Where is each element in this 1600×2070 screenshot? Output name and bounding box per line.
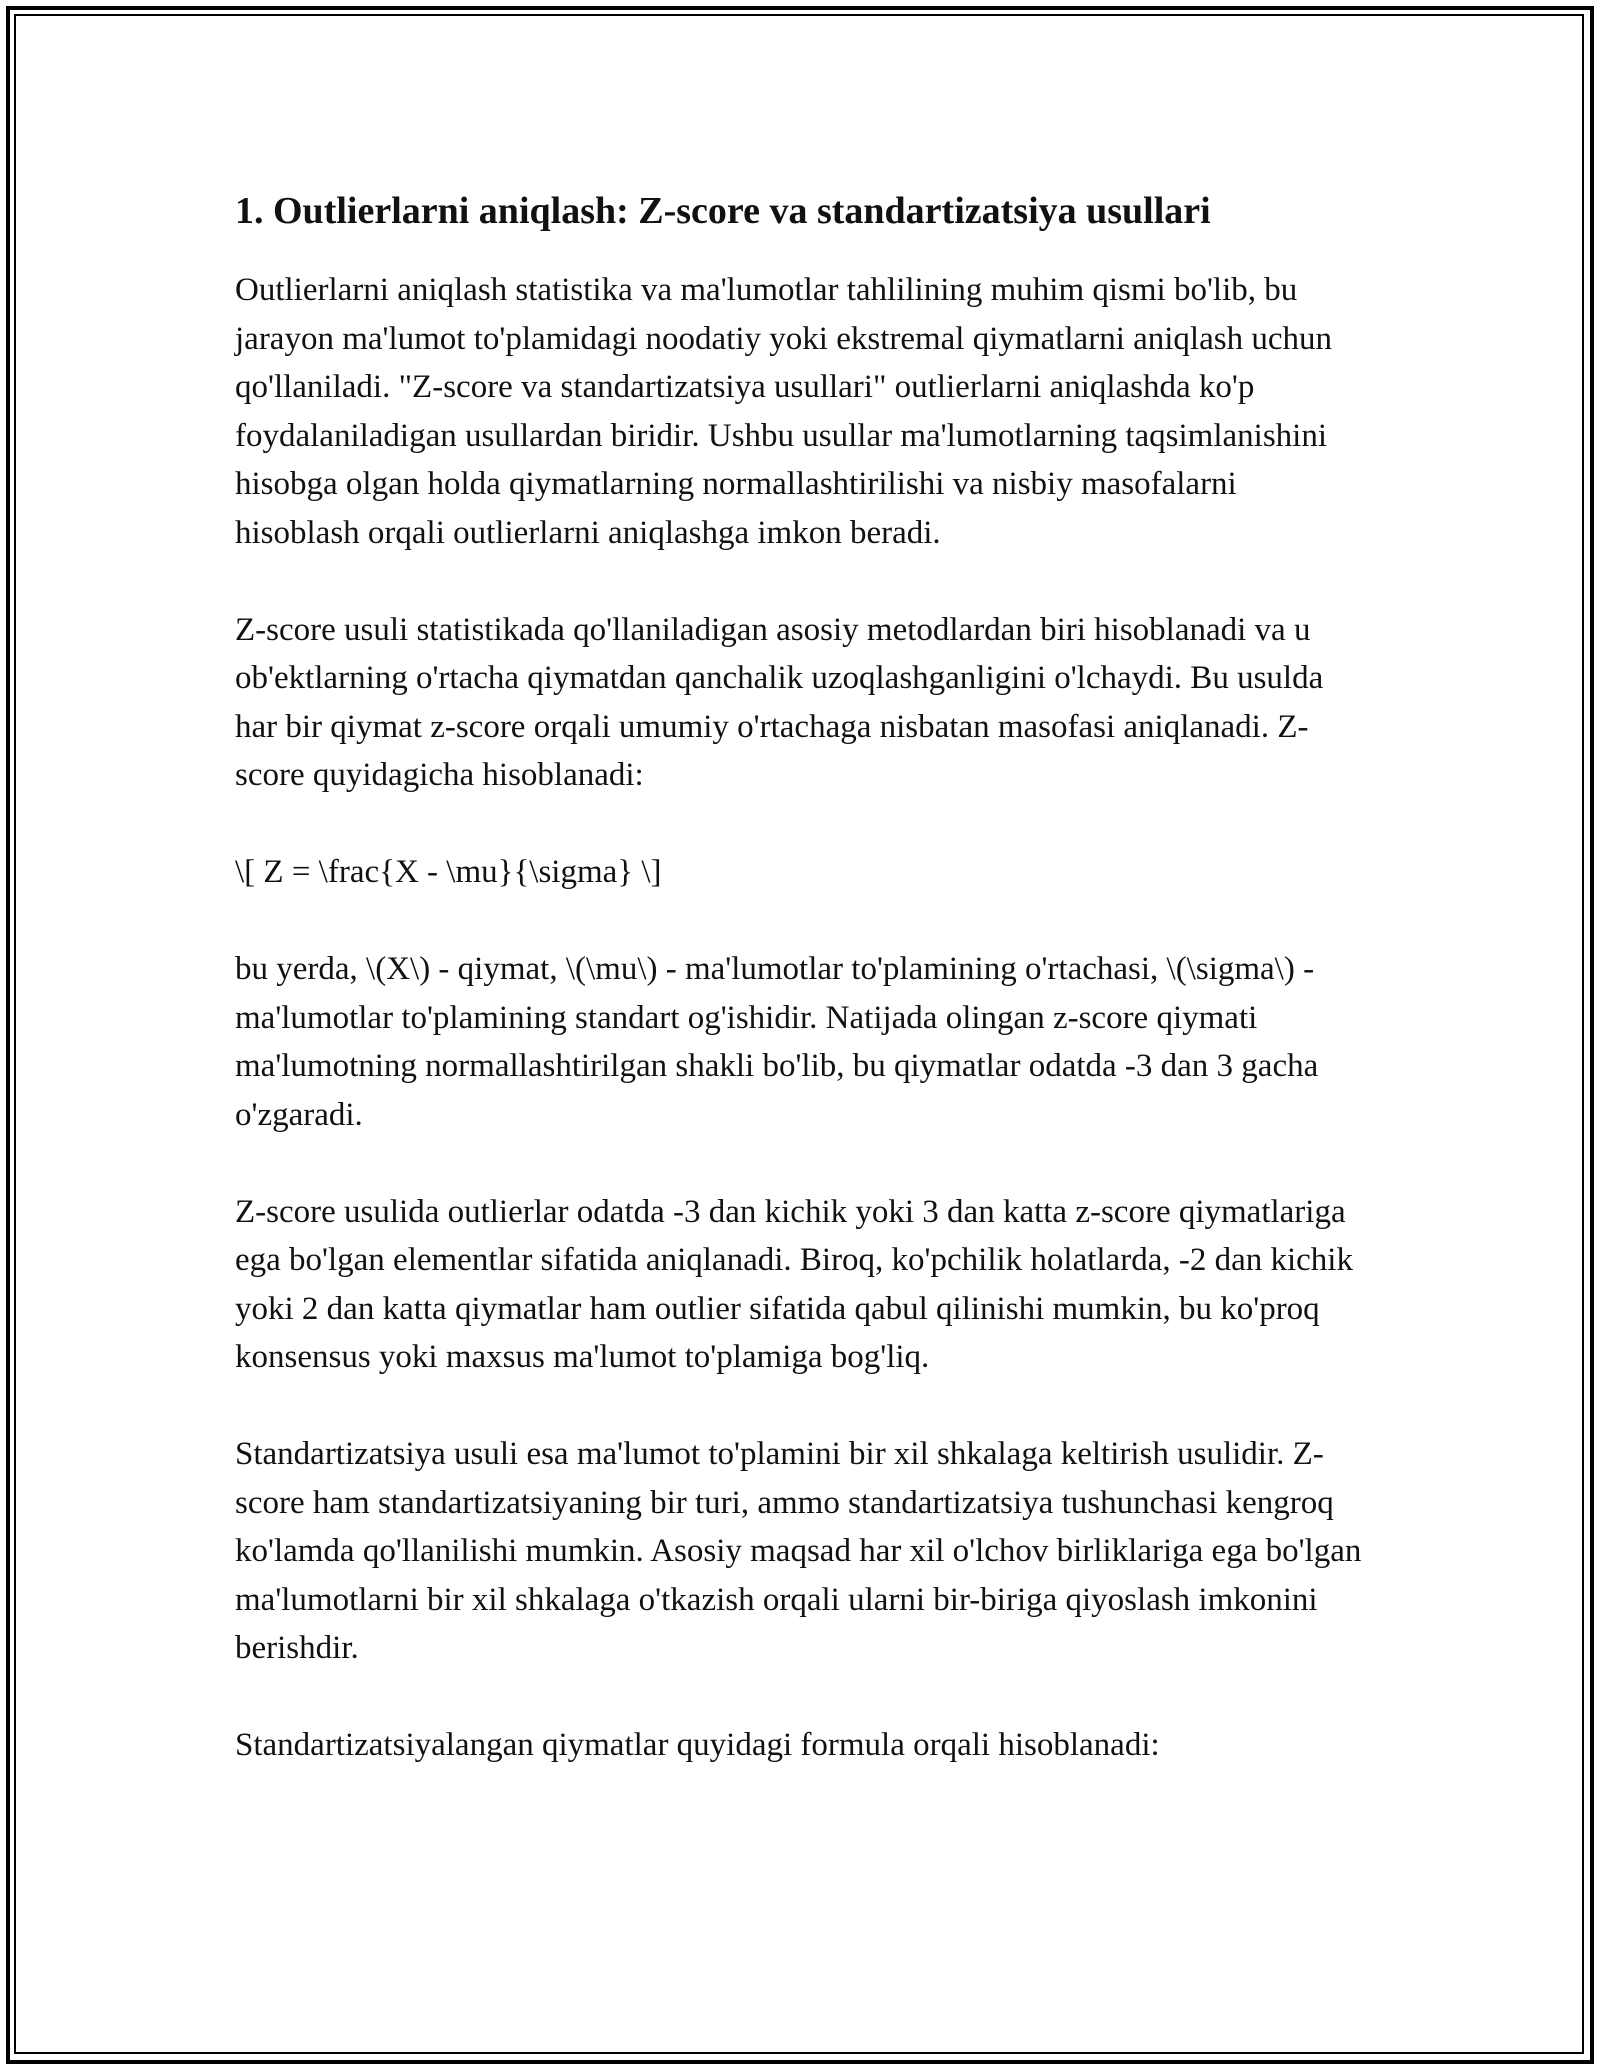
paragraph-intro: Outlierlarni aniqlash statistika va ma'lumotlar tahlilining muhim qismi bo'lib, bu jarayon ma'lumot to'plamidagi noodatiy yoki ekstremal qiymatlarni aniqlash uchun qo'llaniladi. "Z-score va standartizatsiya usullari" outlierlarni aniqlashda ko'p foydalaniladigan usullardan biridir. Ushbu usullar ma'lumotlarning taqsimlanishini hisobga olgan holda qiymatlarning normallashtirilishi va nisbiy masofalarni hisoblash orqali outlierlarni aniqlashga imkon beradi. [235, 272, 1332, 551]
section-heading: 1. Outlierlarni aniqlash: Z-score va standartizatsiya usullari [235, 190, 1211, 232]
formula-zscore: \[ Z = \frac{X - \mu}{\sigma} \] [235, 854, 662, 890]
paragraph-standardization-formula-intro: Standartizatsiyalangan qiymatlar quyidagi formula orqali hisoblanadi: [235, 1727, 1160, 1763]
document-body [235, 186, 1365, 1818]
paragraph-outlier-thresholds: Z-score usulida outlierlar odatda -3 dan kichik yoki 3 dan katta z-score qiymatlariga ega bo'lgan elementlar sifatida aniqlanadi. Biroq, ko'pchilik holatlarda, -2 dan kichik yoki 2 dan katta qiymatlar ham outlier sifatida qabul qilinishi mumkin, bu ko'proq konsensus yoki maxsus ma'lumot to'plamiga bog'liq. [235, 1193, 1353, 1375]
paragraph-standardization: Standartizatsiya usuli esa ma'lumot to'plamini bir xil shkalaga keltirish usulidir. Z-score ham standartizatsiyaning bir turi, ammo standartizatsiya tushunchasi kengroq ko'lamda qo'llanilishi mumkin. Asosiy maqsad har xil o'lchov birliklariga ega bo'lgan ma'lumotlarni bir xil shkalaga o'tkazish orqali ularni bir-biriga qiyoslash imkonini berishdir. [235, 1436, 1362, 1666]
paragraph-formula-explanation: bu yerda, \(X\) - qiymat, \(\mu\) - ma'lumotlar to'plamining o'rtachasi, \(\sigma\) - ma'lumotlar to'plamining standart og'ishidir. Natijada olingan z-score qiymati ma'lumotning normallashtirilgan shakli bo'lib, bu qiymatlar odatda -3 dan 3 gacha o'zgaradi. [235, 951, 1319, 1133]
paragraph-zscore-method: Z-score usuli statistikada qo'llaniladigan asosiy metodlardan biri hisoblanadi va u ob'ektlarning o'rtacha qiymatdan qanchalik uzoqlashganligini o'lchaydi. Bu usulda har bir qiymat z-score orqali umumiy o'rtachaga nisbatan masofasi aniqlanadi. Z-score quyidagicha hisoblanadi: [235, 611, 1324, 793]
